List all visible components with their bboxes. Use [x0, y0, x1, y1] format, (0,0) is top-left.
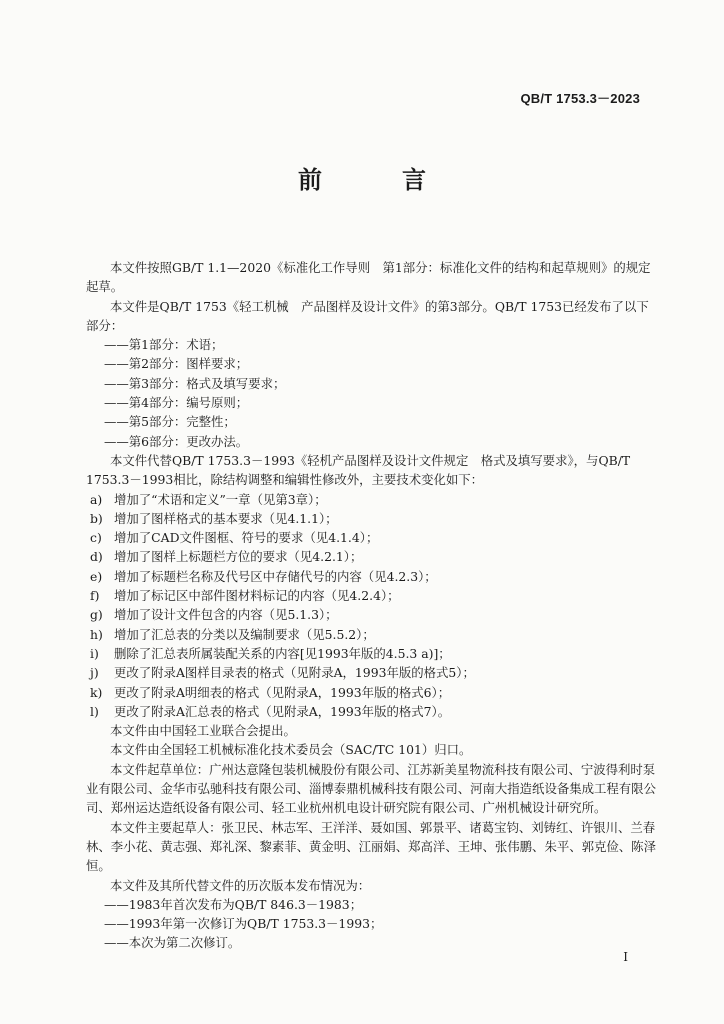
item-label: e): [90, 568, 103, 584]
list-item: ——第2部分：图样要求；: [104, 356, 249, 372]
changes-list: [86, 490, 660, 722]
item-label: j): [90, 665, 99, 681]
list-item: ——1983年首次发布为QB/T 846.3－1983；: [104, 896, 363, 912]
parts-list: [86, 335, 660, 451]
list-item: ——第4部分：编号原则；: [104, 395, 249, 411]
replace-paragraph: 本文件代替QB/T 1753.3－1993《轻机产品图样及设计文件规定 格式及填写要求》，与QB/T 1753.3－1993相比，除结构调整和编辑性修改外，主要技术变化如下：: [86, 452, 631, 488]
list-item: [86, 644, 660, 663]
item-text: 增加了CAD文件图框、符号的要求（见4.1.4）；: [114, 530, 379, 546]
page-number: I: [623, 950, 628, 964]
list-item: [86, 509, 660, 528]
proposed-paragraph: 本文件由中国轻工业联合会提出。: [110, 723, 296, 739]
list-item: [86, 586, 660, 605]
item-label: f): [90, 588, 100, 604]
history-list: [86, 895, 660, 953]
intro-paragraph-2: 本文件是QB/T 1753《轻工机械 产品图样及设计文件》的第3部分。QB/T 1753已经发布了以下部分：: [86, 298, 649, 333]
item-text: 增加了设计文件包含的内容（见5.1.3）；: [114, 607, 338, 623]
list-item: ——第3部分：格式及填写要求；: [104, 375, 286, 391]
history-intro: 本文件及其所代替文件的历次版本发布情况为：: [110, 877, 371, 893]
drafting-units-paragraph: 本文件起草单位：广州达意隆包装机械股份有限公司、江苏新美星物流科技有限公司、宁波得利时泵业有限公司、金华市弘驰科技有限公司、淄博泰鼎机械科技有限公司、河南大指造纸设备集成工程有限公司、郑州运达造纸设备有限公司、轻工业杭州机电设计研究院有限公司、广州机械设计研究所。: [86, 761, 656, 816]
list-item: ——第1部分：术语；: [104, 337, 224, 353]
item-text: 增加了汇总表的分类以及编制要求（见5.5.2）；: [114, 626, 375, 642]
list-item: ——第5部分：完整性；: [104, 414, 236, 430]
item-text: 更改了附录A明细表的格式（见附录A，1993年版的格式6）；: [114, 684, 451, 700]
list-item: [86, 625, 660, 644]
list-item: [86, 547, 660, 566]
document-code: QB/T 1753.3－2023: [520, 91, 640, 106]
list-item: [86, 490, 660, 509]
item-text: 更改了附录A图样目录表的格式（见附录A，1993年版的格式5）；: [114, 665, 475, 681]
item-text: 增加了图样上标题栏方位的要求（见4.2.1）；: [114, 549, 363, 565]
item-text: 更改了附录A汇总表的格式（见附录A，1993年版的格式7）。: [114, 703, 451, 719]
list-item: [86, 567, 660, 586]
list-item: [86, 663, 660, 682]
list-item: ——第6部分：更改办法。: [104, 433, 249, 449]
item-label: a): [90, 491, 103, 507]
item-label: g): [90, 607, 103, 623]
item-label: d): [90, 549, 103, 565]
item-text: 增加了“术语和定义”一章（见第3章）；: [114, 491, 327, 507]
managed-paragraph: 本文件由全国轻工机械标准化技术委员会（SAC/TC 101）归口。: [110, 742, 472, 758]
list-item: [86, 605, 660, 624]
foreword-body: [86, 258, 660, 953]
item-label: k): [90, 684, 103, 700]
list-item: ——本次为第二次修订。: [104, 935, 241, 951]
intro-paragraph-1: 本文件按照GB/T 1.1—2020《标准化工作导则 第1部分：标准化文件的结构和起草规则》的规定起草。: [86, 260, 651, 295]
item-label: i): [90, 645, 99, 661]
item-label: h): [90, 626, 103, 642]
item-label: c): [90, 530, 102, 546]
list-item: [86, 683, 660, 702]
list-item: [86, 528, 660, 547]
page-title: 前 言: [298, 166, 454, 194]
item-text: 增加了标题栏名称及代号区中存储代号的内容（见4.2.3）；: [114, 568, 437, 584]
item-text: 增加了图样格式的基本要求（见4.1.1）；: [114, 510, 338, 526]
list-item: ——1993年第一次修订为QB/T 1753.3－1993；: [104, 916, 383, 932]
drafters-paragraph: 本文件主要起草人：张卫民、林志军、王洋洋、聂如国、郭景平、诸葛宝钧、刘铸红、许银川、兰春林、李小花、黄志强、郑礼深、黎素菲、黄金明、江丽娟、郑高洋、王坤、张伟鹏、朱平、郭克俭、陈泽恒。: [86, 819, 656, 874]
item-text: 删除了汇总表所属装配关系的内容[见1993年版的4.5.3 a)]；: [114, 645, 451, 661]
list-item: [86, 702, 660, 721]
item-label: b): [90, 510, 103, 526]
item-text: 增加了标记区中部件图材料标记的内容（见4.2.4）；: [114, 588, 400, 604]
item-label: l): [90, 703, 99, 719]
